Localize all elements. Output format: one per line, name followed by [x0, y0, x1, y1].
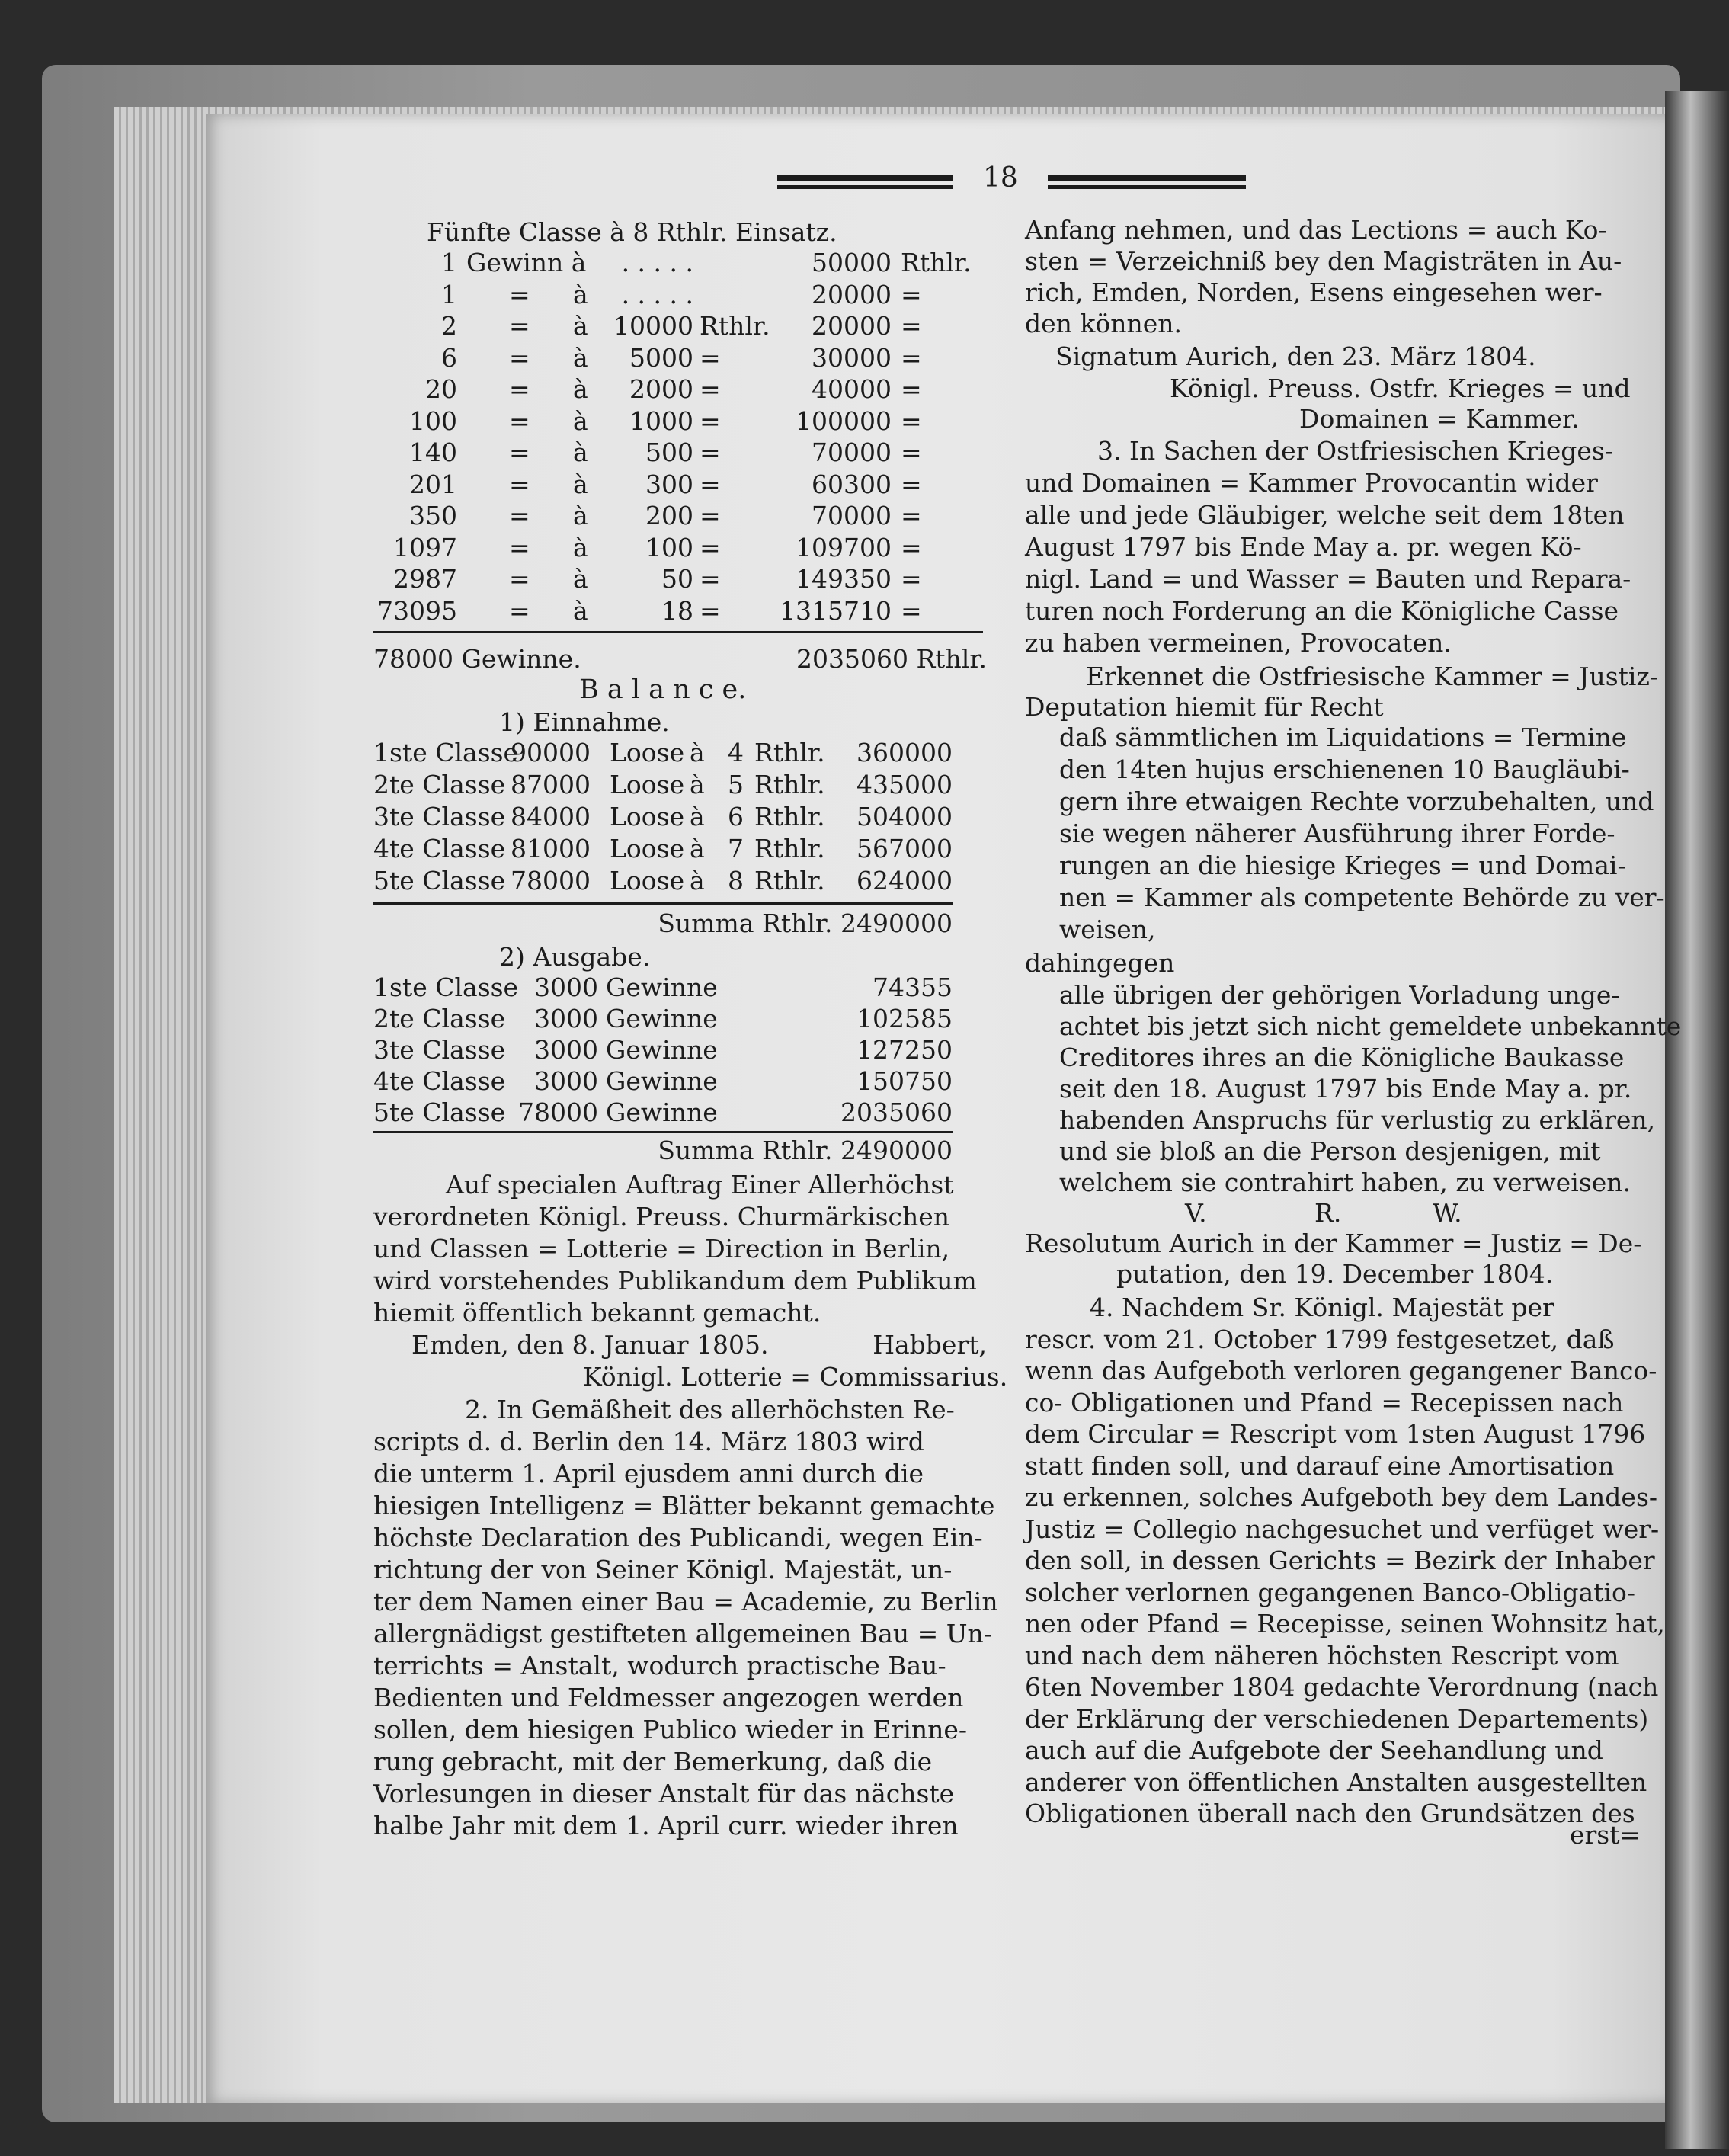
paragraph-3-line: August 1797 bis Ende May a. pr. wegen Kö- [1025, 532, 1582, 562]
expense-qty: 3000 [534, 1035, 598, 1065]
expense-sum: 150750 [856, 1066, 953, 1096]
prize-total-unit: = [901, 342, 922, 373]
expense-qty: 3000 [534, 1004, 598, 1033]
prize-total-unit: = [901, 501, 922, 530]
notice-line: hiemit öffentlich bekannt gemacht. [373, 1298, 821, 1328]
authority-line-2: Domainen = Kammer. [1299, 404, 1580, 434]
income-unit: Rthlr. [754, 770, 825, 799]
prize-each: 500 [645, 437, 693, 467]
income-class: 2te Classe [373, 770, 506, 799]
expense-label: Gewinne [606, 1004, 718, 1033]
paragraph-2-line: ter dem Namen einer Bau = Academie, zu Berlin [373, 1587, 998, 1616]
expense-rule [373, 1131, 953, 1133]
prize-total: 60300 [812, 469, 892, 499]
prize-at: à [573, 595, 588, 626]
verdict-clause-2-line: Creditores ihres an die Königliche Baukasse [1059, 1043, 1625, 1072]
paragraph-4-line: wenn das Aufgeboth verloren gegangener Banco- [1025, 1356, 1657, 1386]
income-unit: Rthlr. [754, 738, 825, 767]
expense-qty: 3000 [534, 1066, 598, 1096]
prize-ditto: = [509, 501, 530, 530]
paragraph-2-line: Vorlesungen in dieser Anstalt für das nächste [373, 1779, 955, 1808]
income-unit: Rthlr. [754, 834, 825, 863]
prize-unit: = [700, 501, 721, 530]
prize-count: 201 [409, 469, 457, 499]
prize-unit: = [700, 342, 721, 373]
income-qty: 90000 [511, 738, 591, 767]
income-heading: 1) Einnahme. [499, 707, 670, 737]
paragraph-3-line: und Domainen = Kammer Provocantin wider [1025, 468, 1598, 498]
notice-line: wird vorstehendes Publikandum dem Publikum [373, 1266, 977, 1296]
income-class: 5te Classe [373, 866, 506, 895]
paragraph-2-line: die unterm 1. April ejusdem anni durch die [373, 1459, 924, 1488]
paragraph-4-line: solcher verlornen gegangenen Banco-Obligatio- [1025, 1577, 1636, 1607]
income-price: 7 [728, 834, 744, 863]
expense-sum: 2035060 [840, 1097, 953, 1127]
notice-title: Königl. Lotterie = Commissarius. [583, 1362, 1008, 1392]
income-qty: 87000 [511, 770, 591, 799]
prize-each: 5000 [629, 342, 693, 373]
income-at: à [690, 770, 705, 799]
income-at: à [690, 866, 705, 895]
prize-each: 200 [645, 501, 693, 530]
prize-count: 73095 [377, 595, 457, 626]
paragraph-2-line: rung gebracht, mit der Bemerkung, daß die [373, 1747, 933, 1776]
prize-total: 20000 [812, 311, 892, 341]
prize-total-unit: = [901, 595, 922, 626]
expense-class: 1ste Classe [373, 972, 519, 1002]
page-header [762, 159, 1661, 204]
verdict-clause-2-line: seit den 18. August 1797 bis Ende May a. pr. [1059, 1074, 1632, 1104]
expense-sum: 127250 [856, 1035, 953, 1065]
prize-at: à [573, 342, 588, 373]
erkennet-line-1: Erkennet die Ostfriesische Kammer = Justiz- [1086, 662, 1658, 691]
paragraph-4-line: zu erkennen, solches Aufgeboth bey dem Landes- [1025, 1482, 1658, 1512]
prize-count: 1097 [393, 532, 457, 562]
paragraph-2-line: allergnädigst gestifteten allgemeinen Bau = Un- [373, 1619, 992, 1648]
paragraph-4-line: anderer von öffentlichen Anstalten ausgestellten [1025, 1767, 1647, 1797]
prize-count: 350 [409, 501, 457, 530]
paragraph-4-line: statt finden soll, und darauf eine Amortisation [1025, 1450, 1615, 1481]
expense-label: Gewinne [606, 1066, 718, 1096]
expense-class: 3te Classe [373, 1035, 506, 1065]
prize-at: à [573, 279, 588, 309]
prize-at: à [573, 311, 588, 341]
resolutum-line-1: Resolutum Aurich in der Kammer = Justiz = De- [1025, 1229, 1642, 1258]
income-class: 4te Classe [373, 834, 506, 863]
verdict-clause-1-line: den 14ten hujus erschienenen 10 Baugläubi- [1059, 754, 1630, 784]
prize-ditto: = [509, 564, 530, 594]
expense-class: 4te Classe [373, 1066, 506, 1096]
income-loose: Loose [610, 866, 685, 895]
income-rule [373, 902, 953, 905]
prize-ditto: = [509, 595, 530, 626]
prize-ditto: = [509, 469, 530, 499]
income-loose: Loose [610, 770, 685, 799]
prize-total: 149350 [796, 564, 892, 594]
prize-total-unit: = [901, 437, 922, 467]
paragraph-2-line: hiesigen Intelligenz = Blätter bekannt gemachte [373, 1491, 995, 1520]
expense-heading: 2) Ausgabe. [499, 942, 651, 972]
prize-at: à [573, 374, 588, 404]
prize-total: 30000 [812, 342, 892, 373]
verdict-clause-2-line: alle übrigen der gehörigen Vorladung unge- [1059, 980, 1620, 1010]
income-loose: Loose [610, 834, 685, 863]
verdict-clause-2-line: habenden Anspruchs für verlustig zu erklären, [1059, 1105, 1656, 1135]
prize-unit: = [700, 564, 721, 594]
continuation-line: Anfang nehmen, und das Lections = auch Ko- [1025, 215, 1607, 245]
prize-unit: = [700, 469, 721, 499]
prize-total-unit: Rthlr. [901, 248, 972, 277]
paragraph-4-line: Justiz = Collegio nachgesuchet und verfüget wer- [1025, 1514, 1660, 1544]
prize-count: 20 [425, 374, 457, 404]
prize-table-title: Fünfte Classe à 8 Rthlr. Einsatz. [427, 217, 837, 247]
dahingegen-line: dahingegen [1025, 948, 1175, 978]
income-at: à [690, 802, 705, 831]
notice-line: Auf specialen Auftrag Einer Allerhöchst [446, 1170, 954, 1200]
income-sum: 435000 [856, 770, 953, 799]
verdict-clause-1-line: daß sämmtlichen im Liquidations = Termine [1059, 722, 1627, 752]
catchword: erst= [1570, 1820, 1641, 1850]
prize-total: 50000 [812, 248, 892, 277]
income-sum: 504000 [856, 802, 953, 831]
income-qty: 78000 [511, 866, 591, 895]
prize-ditto: = [509, 279, 530, 309]
paragraph-2-line: Bedienten und Feldmesser angezogen werden [373, 1683, 964, 1712]
paragraph-3-line: zu haben vermeinen, Provocaten. [1025, 628, 1452, 658]
vrw-w: W. [1433, 1198, 1462, 1228]
income-summa: Summa Rthlr. 2490000 [658, 908, 953, 938]
prize-count: 2 [441, 311, 457, 341]
prize-count: 140 [409, 437, 457, 467]
income-sum: 567000 [856, 834, 953, 863]
paragraph-3-line: 3. In Sachen der Ostfriesischen Krieges- [1097, 436, 1613, 466]
prize-each: . . . . . [621, 279, 693, 309]
prize-table-rule [373, 631, 983, 633]
prize-at: à [573, 501, 588, 530]
paragraph-2-line: richtung der von Seiner Königl. Majestät, un- [373, 1555, 953, 1584]
header-rule-left [777, 175, 953, 181]
notice-signer: Habbert, [873, 1330, 987, 1360]
continuation-line: rich, Emden, Norden, Esens eingesehen wer- [1025, 277, 1603, 307]
income-qty: 84000 [511, 802, 591, 831]
expense-sum: 102585 [856, 1004, 953, 1033]
paragraph-3-line: alle und jede Gläubiger, welche seit dem 18ten [1025, 500, 1625, 530]
paragraph-4-line: auch auf die Aufgebote der Seehandlung und [1025, 1735, 1603, 1765]
paragraph-4-line: und nach dem näheren höchsten Rescript vom [1025, 1640, 1619, 1671]
prize-unit: = [700, 405, 721, 436]
vrw-v: V. [1185, 1198, 1207, 1228]
prize-total: 20000 [812, 279, 892, 309]
notice-line: und Classen = Lotterie = Direction in Berlin, [373, 1234, 950, 1264]
continuation-line: sten = Verzeichniß bey den Magisträten in Au- [1025, 246, 1622, 276]
resolutum-line-2: putation, den 19. December 1804. [1116, 1259, 1554, 1289]
paragraph-2-line: terrichts = Anstalt, wodurch practische Bau- [373, 1651, 946, 1680]
prize-total-unit: = [901, 469, 922, 499]
prize-at: à [573, 469, 588, 499]
prize-total: 1315710 [780, 595, 892, 626]
paragraph-2-line: sollen, dem hiesigen Publico wieder in Erinne- [373, 1715, 968, 1744]
income-sum: 360000 [856, 738, 953, 767]
paragraph-3-line: nigl. Land = und Wasser = Bauten und Repara- [1025, 564, 1631, 594]
header-rule-right [1048, 175, 1246, 181]
verdict-clause-2-line: und sie bloß an die Person desjenigen, mit [1059, 1136, 1601, 1166]
paragraph-4-line: rescr. vom 21. October 1799 festgesetzet, daß [1025, 1324, 1615, 1354]
income-unit: Rthlr. [754, 802, 825, 831]
signatum-line: Signatum Aurich, den 23. März 1804. [1055, 341, 1536, 371]
erkennet-line-2: Deputation hiemit für Recht [1025, 692, 1384, 722]
prize-total-unit: = [901, 405, 922, 436]
prize-unit: = [700, 595, 721, 626]
verdict-clause-1-line: sie wegen näherer Ausführung ihrer Forde- [1059, 819, 1615, 848]
prize-each: . . . . . [621, 248, 693, 277]
prize-ditto: = [509, 437, 530, 467]
prize-each: 10000 [613, 311, 693, 341]
prize-ditto: = [509, 405, 530, 436]
prize-total-unit: = [901, 532, 922, 562]
prize-word: Gewinn à [466, 248, 587, 277]
prize-unit: = [700, 437, 721, 467]
prize-ditto: = [509, 374, 530, 404]
prize-total: 70000 [812, 437, 892, 467]
expense-qty: 78000 [518, 1097, 598, 1127]
prize-at: à [573, 564, 588, 594]
prize-count: 6 [441, 342, 457, 373]
prize-total-unit: = [901, 311, 922, 341]
paragraph-4-line: 4. Nachdem Sr. Königl. Majestät per [1090, 1293, 1554, 1322]
income-price: 8 [728, 866, 744, 895]
paragraph-3-line: turen noch Forderung an die Königliche Casse [1025, 596, 1619, 626]
income-loose: Loose [610, 738, 685, 767]
prize-count: 2987 [393, 564, 457, 594]
prize-total: 109700 [796, 532, 892, 562]
prize-total-label: 78000 Gewinne. [373, 644, 581, 674]
prize-each: 100 [645, 532, 693, 562]
prize-ditto: = [509, 532, 530, 562]
vrw-r: R. [1314, 1198, 1342, 1228]
paragraph-4-line: Obligationen überall nach den Grundsätzen des [1025, 1799, 1635, 1828]
prize-total-value: 2035060 Rthlr. [796, 644, 987, 674]
prize-each: 2000 [629, 374, 693, 404]
prize-each: 1000 [629, 405, 693, 436]
expense-class: 2te Classe [373, 1004, 506, 1033]
prize-count: 100 [409, 405, 457, 436]
income-unit: Rthlr. [754, 866, 825, 895]
notice-line: verordneten Königl. Preuss. Churmärkischen [373, 1202, 950, 1232]
expense-label: Gewinne [606, 1097, 718, 1127]
income-at: à [690, 834, 705, 863]
prize-count: 1 [441, 279, 457, 309]
paragraph-4-line: der Erklärung der verschiedenen Departements) [1025, 1703, 1649, 1734]
prize-unit: = [700, 532, 721, 562]
income-class: 1ste Classe [373, 738, 519, 767]
notice-date: Emden, den 8. Januar 1805. [411, 1330, 769, 1360]
prize-each: 50 [661, 564, 693, 594]
authority-line-1: Königl. Preuss. Ostfr. Krieges = und [1170, 373, 1631, 403]
paragraph-4-line: dem Circular = Rescript vom 1sten August 1796 [1025, 1419, 1646, 1449]
prize-at: à [573, 405, 588, 436]
prize-each: 300 [645, 469, 693, 499]
prize-at: à [573, 532, 588, 562]
expense-label: Gewinne [606, 972, 718, 1002]
expense-summa: Summa Rthlr. 2490000 [658, 1136, 953, 1165]
income-price: 6 [728, 802, 744, 831]
income-loose: Loose [610, 802, 685, 831]
paragraph-4-line: 6ten November 1804 gedachte Verordnung (nach [1025, 1672, 1659, 1702]
paragraph-2-line: scripts d. d. Berlin den 14. März 1803 wird [373, 1427, 924, 1456]
income-sum: 624000 [856, 866, 953, 895]
verdict-clause-1-line: rungen an die hiesige Krieges = und Domai- [1059, 851, 1626, 880]
prize-total: 70000 [812, 501, 892, 530]
paragraph-2-line: höchste Declaration des Publicandi, wegen Ein- [373, 1523, 983, 1552]
paragraph-2-line: 2. In Gemäßheit des allerhöchsten Re- [465, 1395, 955, 1424]
prize-total: 100000 [796, 405, 892, 436]
prize-total-unit: = [901, 564, 922, 594]
income-at: à [690, 738, 705, 767]
verdict-clause-1-line: nen = Kammer als competente Behörde zu ver- [1059, 883, 1665, 912]
verdict-clause-1-line: weisen, [1059, 915, 1156, 944]
verdict-clause-1-line: gern ihre etwaigen Rechte vorzubehalten, und [1059, 786, 1654, 816]
paragraph-4-line: nen oder Pfand = Recepisse, seinen Wohnsitz hat, [1025, 1609, 1665, 1639]
prize-unit: Rthlr. [700, 311, 770, 341]
page-number: 18 [983, 162, 1018, 194]
expense-qty: 3000 [534, 972, 598, 1002]
balance-title: B a l a n c e. [579, 674, 747, 705]
prize-ditto: = [509, 311, 530, 341]
income-qty: 81000 [511, 834, 591, 863]
expense-sum: 74355 [873, 972, 953, 1002]
verdict-clause-2-line: achtet bis jetzt sich nicht gemeldete unbekannte [1059, 1011, 1682, 1041]
continuation-line: den können. [1025, 309, 1183, 338]
prize-at: à [573, 437, 588, 467]
expense-class: 5te Classe [373, 1097, 506, 1127]
prize-unit: = [700, 374, 721, 404]
prize-total: 40000 [812, 374, 892, 404]
income-price: 4 [728, 738, 744, 767]
prize-ditto: = [509, 342, 530, 373]
income-class: 3te Classe [373, 802, 506, 831]
paragraph-2-line: halbe Jahr mit dem 1. April curr. wieder ihren [373, 1811, 959, 1840]
prize-each: 18 [661, 595, 693, 626]
expense-label: Gewinne [606, 1035, 718, 1065]
paragraph-4-line: den soll, in dessen Gerichts = Bezirk der Inhaber [1025, 1546, 1655, 1575]
verdict-clause-2-line: welchem sie contrahirt haben, zu verweisen. [1059, 1168, 1631, 1197]
prize-count: 1 [441, 248, 457, 277]
income-price: 5 [728, 770, 744, 799]
paragraph-4-line: co- Obligationen und Pfand = Recepissen nach [1025, 1387, 1624, 1418]
prize-total-unit: = [901, 374, 922, 404]
prize-total-unit: = [901, 279, 922, 309]
